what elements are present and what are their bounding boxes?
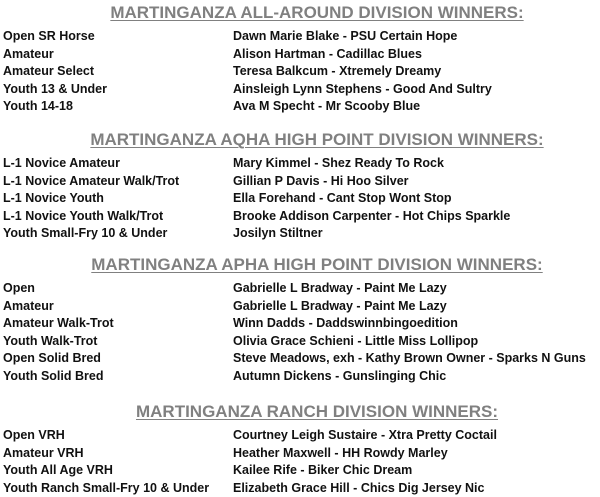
winner-name: Gillian P Davis - Hi Hoo Silver <box>233 173 409 191</box>
winner-row <box>0 350 600 368</box>
winner-list <box>0 280 600 385</box>
winner-name: Kailee Rife - Biker Chic Dream <box>233 462 412 480</box>
section-title: MARTINGANZA RANCH DIVISION WINNERS: <box>0 403 600 421</box>
winner-name: Gabrielle L Bradway - Paint Me Lazy <box>233 298 447 316</box>
winner-name: Ainsleigh Lynn Stephens - Good And Sultry <box>233 81 492 99</box>
winner-row <box>0 480 600 497</box>
division-name: Youth All Age VRH <box>3 462 113 480</box>
winner-row <box>0 63 600 81</box>
winner-row <box>0 280 600 298</box>
division-name: Amateur Select <box>3 63 94 81</box>
winner-name: Heather Maxwell - HH Rowdy Marley <box>233 445 448 463</box>
division-name: Open Solid Bred <box>3 350 101 368</box>
winner-row <box>0 315 600 333</box>
division-name: Youth 14-18 <box>3 98 73 116</box>
division-name: L-1 Novice Amateur Walk/Trot <box>3 173 179 191</box>
division-name: Amateur VRH <box>3 445 84 463</box>
division-name: L-1 Novice Youth <box>3 190 104 208</box>
section-aqha-high-point <box>0 131 600 243</box>
winner-name: Autumn Dickens - Gunslinging Chic <box>233 368 446 386</box>
winner-name: Elizabeth Grace Hill - Chics Dig Jersey Nic <box>233 480 484 497</box>
section-ranch <box>0 403 600 497</box>
winner-row <box>0 445 600 463</box>
division-name: Amateur <box>3 298 54 316</box>
division-name: Youth Walk-Trot <box>3 333 97 351</box>
winner-list <box>0 427 600 497</box>
division-name: Amateur <box>3 46 54 64</box>
winner-row <box>0 190 600 208</box>
division-name: Youth 13 & Under <box>3 81 107 99</box>
winner-row <box>0 81 600 99</box>
winner-name: Brooke Addison Carpenter - Hot Chips Sparkle <box>233 208 510 226</box>
division-name: Open SR Horse <box>3 28 95 46</box>
winner-row <box>0 427 600 445</box>
division-name: Youth Solid Bred <box>3 368 103 386</box>
winner-name: Alison Hartman - Cadillac Blues <box>233 46 422 64</box>
division-name: Open VRH <box>3 427 65 445</box>
winner-name: Courtney Leigh Sustaire - Xtra Pretty Coctail <box>233 427 497 445</box>
winner-row <box>0 173 600 191</box>
winner-name: Mary Kimmel - Shez Ready To Rock <box>233 155 444 173</box>
winner-name: Olivia Grace Schieni - Little Miss Lollipop <box>233 333 478 351</box>
winner-row <box>0 98 600 116</box>
winner-name: Winn Dadds - Daddswinnbingoedition <box>233 315 458 333</box>
division-name: L-1 Novice Youth Walk/Trot <box>3 208 163 226</box>
winner-name: Gabrielle L Bradway - Paint Me Lazy <box>233 280 447 298</box>
winner-name: Steve Meadows, exh - Kathy Brown Owner - Sparks N Guns <box>233 350 586 368</box>
winner-name: Teresa Balkcum - Xtremely Dreamy <box>233 63 441 81</box>
winner-row <box>0 462 600 480</box>
winner-list <box>0 28 600 116</box>
division-name: Youth Small-Fry 10 & Under <box>3 225 167 243</box>
section-title: MARTINGANZA ALL-AROUND DIVISION WINNERS: <box>0 4 600 22</box>
winner-row <box>0 298 600 316</box>
section-title: MARTINGANZA APHA HIGH POINT DIVISION WINNERS: <box>0 256 600 274</box>
winner-name: Dawn Marie Blake - PSU Certain Hope <box>233 28 457 46</box>
winner-list <box>0 155 600 243</box>
division-name: L-1 Novice Amateur <box>3 155 120 173</box>
winner-row <box>0 208 600 226</box>
section-title: MARTINGANZA AQHA HIGH POINT DIVISION WINNERS: <box>0 131 600 149</box>
division-name: Youth Ranch Small-Fry 10 & Under <box>3 480 209 497</box>
winner-row <box>0 46 600 64</box>
winner-row <box>0 155 600 173</box>
winner-name: Josilyn Stiltner <box>233 225 323 243</box>
section-all-around <box>0 4 600 116</box>
winner-name: Ella Forehand - Cant Stop Wont Stop <box>233 190 452 208</box>
section-apha-high-point <box>0 256 600 385</box>
winner-row <box>0 28 600 46</box>
winner-name: Ava M Specht - Mr Scooby Blue <box>233 98 420 116</box>
division-name: Open <box>3 280 35 298</box>
winner-row <box>0 368 600 386</box>
division-name: Amateur Walk-Trot <box>3 315 114 333</box>
winner-row <box>0 225 600 243</box>
winner-row <box>0 333 600 351</box>
